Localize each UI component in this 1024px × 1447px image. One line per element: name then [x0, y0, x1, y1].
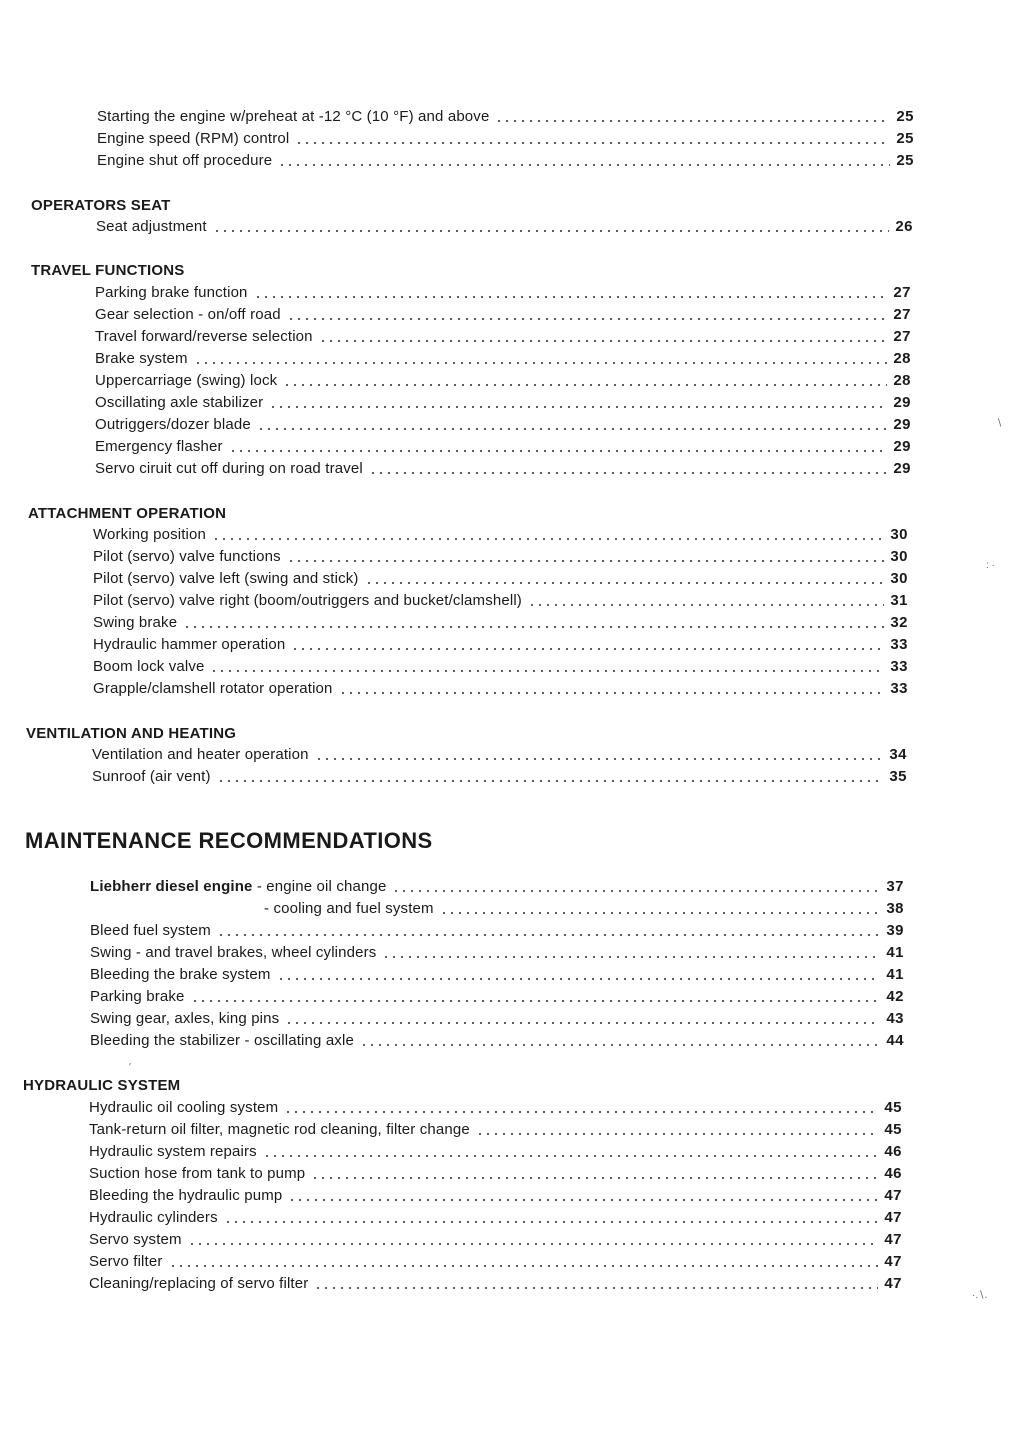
toc-entry[interactable]	[93, 522, 908, 544]
toc-entry[interactable]	[90, 918, 904, 940]
entry-page-number: 35	[889, 768, 907, 785]
dot-leader	[476, 1133, 878, 1135]
dot-leader	[291, 648, 884, 650]
entry-page-number: 31	[890, 592, 908, 609]
entry-label: Suction hose from tank to pump	[89, 1165, 306, 1182]
entry-label: Travel forward/reverse selection	[95, 328, 313, 345]
dot-leader	[224, 1221, 879, 1223]
dot-leader	[210, 670, 884, 672]
entry-page-number: 47	[884, 1275, 902, 1292]
dot-leader	[315, 758, 884, 760]
toc-entry[interactable]	[89, 1139, 902, 1161]
entry-page-number: 38	[886, 900, 904, 917]
dot-leader	[213, 230, 890, 232]
dot-leader	[495, 120, 890, 122]
dot-leader	[440, 912, 881, 914]
entry-page-number: 47	[884, 1231, 902, 1248]
toc-entry[interactable]	[90, 874, 904, 896]
entry-label	[90, 878, 386, 896]
entry-page-number: 47	[884, 1187, 902, 1204]
dot-leader	[277, 978, 881, 980]
entry-label: Parking brake	[90, 988, 185, 1005]
entry-page-number: 27	[893, 306, 911, 323]
entry-page-number: 28	[893, 372, 911, 389]
entry-label: Parking brake function	[95, 284, 248, 301]
toc-entry[interactable]	[95, 434, 911, 456]
section-heading-operators-seat: OPERATORS SEAT	[31, 197, 171, 214]
section-heading-travel-functions: TRAVEL FUNCTIONS	[31, 262, 185, 279]
dot-leader	[288, 1199, 878, 1201]
entry-label: Working position	[93, 526, 207, 543]
section-heading-attachment-operation: ATTACHMENT OPERATION	[28, 505, 227, 522]
entry-page-number: 33	[890, 680, 908, 697]
dot-leader	[278, 164, 890, 166]
scan-artifact-mark: ′	[129, 1062, 131, 1073]
dot-leader	[339, 692, 885, 694]
entry-label: Servo ciruit cut off during on road travel	[95, 460, 363, 477]
toc-entry[interactable]	[96, 214, 913, 236]
dot-leader	[295, 142, 890, 144]
toc-entry[interactable]	[90, 984, 904, 1006]
dot-leader	[263, 1155, 879, 1157]
scan-artifact-mark: ∖	[996, 418, 1003, 429]
toc-entry[interactable]	[92, 764, 907, 786]
scan-artifact-mark: ·.∖.	[972, 1290, 988, 1301]
chapter-heading-maintenance: MAINTENANCE RECOMMENDATIONS	[25, 828, 433, 853]
toc-entry[interactable]	[93, 588, 908, 610]
entry-label: Bleeding the hydraulic pump	[89, 1187, 283, 1204]
entry-label: Hydraulic hammer operation	[93, 636, 286, 653]
dot-leader	[283, 384, 887, 386]
toc-entry[interactable]	[93, 676, 908, 698]
entry-label: Emergency flasher	[95, 438, 223, 455]
dot-leader	[188, 1243, 879, 1245]
dot-leader	[311, 1177, 878, 1179]
entry-label-bold: Liebherr diesel engine	[90, 878, 253, 895]
dot-leader	[369, 472, 887, 474]
entry-page-number: 29	[893, 394, 911, 411]
toc-entry[interactable]	[93, 566, 908, 588]
entry-page-number: 25	[896, 130, 914, 147]
entry-page-number: 30	[890, 526, 908, 543]
dot-leader	[284, 1111, 878, 1113]
entry-page-number: 47	[884, 1209, 902, 1226]
entry-page-number: 29	[893, 460, 911, 477]
dot-leader	[194, 362, 888, 364]
entry-label: Bleed fuel system	[90, 922, 211, 939]
entry-page-number: 27	[893, 328, 911, 345]
entry-label: Bleeding the stabilizer - oscillating axle	[90, 1032, 354, 1049]
toc-entry[interactable]	[93, 544, 908, 566]
entry-page-number: 46	[884, 1165, 902, 1182]
entry-label: - cooling and fuel system	[264, 900, 434, 917]
entry-label: Swing gear, axles, king pins	[90, 1010, 280, 1027]
toc-entry[interactable]	[95, 302, 911, 324]
dot-leader	[285, 1022, 880, 1024]
entry-page-number: 42	[886, 988, 904, 1005]
entry-page-number: 46	[884, 1143, 902, 1160]
entry-page-number: 44	[886, 1032, 904, 1049]
entry-label: Cleaning/replacing of servo filter	[89, 1275, 309, 1292]
toc-entry[interactable]	[92, 742, 907, 764]
entry-label: Ventilation and heater operation	[92, 746, 309, 763]
entry-label: Engine speed (RPM) control	[97, 130, 290, 147]
entry-page-number: 25	[896, 152, 914, 169]
entry-page-number: 43	[886, 1010, 904, 1027]
dot-leader	[191, 1000, 881, 1002]
entry-label: Pilot (servo) valve right (boom/outriggers and bucket/clamshell)	[93, 592, 522, 609]
scan-artifact-mark: : ·	[986, 560, 995, 571]
dot-leader	[287, 318, 888, 320]
toc-entry[interactable]	[95, 368, 911, 390]
toc-entry[interactable]	[90, 962, 904, 984]
toc-entry[interactable]	[95, 324, 911, 346]
entry-label: Grapple/clamshell rotator operation	[93, 680, 333, 697]
entry-label: Hydraulic system repairs	[89, 1143, 257, 1160]
dot-leader	[257, 428, 887, 430]
entry-label: Brake system	[95, 350, 188, 367]
toc-entry[interactable]	[93, 654, 908, 676]
entry-page-number: 37	[886, 878, 904, 895]
dot-leader	[365, 582, 885, 584]
entry-label: Gear selection - on/off road	[95, 306, 281, 323]
toc-entry[interactable]	[97, 148, 914, 170]
entry-page-number: 41	[886, 944, 904, 961]
entry-label-rest: - engine oil change	[252, 878, 387, 895]
entry-page-number: 33	[890, 636, 908, 653]
dot-leader	[212, 538, 884, 540]
dot-leader	[360, 1044, 880, 1046]
toc-entry[interactable]	[90, 1006, 904, 1028]
entry-label: Engine shut off procedure	[97, 152, 273, 169]
entry-page-number: 45	[884, 1121, 902, 1138]
toc-entry[interactable]	[97, 104, 914, 126]
dot-leader	[254, 296, 888, 298]
toc-entry[interactable]	[95, 280, 911, 302]
toc-entry[interactable]	[89, 1095, 902, 1117]
toc-entry[interactable]	[89, 1205, 902, 1227]
dot-leader	[319, 340, 888, 342]
entry-label: Bleeding the brake system	[90, 966, 271, 983]
section-heading-hydraulic-system: HYDRAULIC SYSTEM	[23, 1077, 181, 1094]
dot-leader	[217, 780, 884, 782]
entry-page-number: 30	[890, 570, 908, 587]
entry-label: Boom lock valve	[93, 658, 205, 675]
toc-entry[interactable]	[95, 412, 911, 434]
entry-label: Sunroof (air vent)	[92, 768, 211, 785]
toc-entry[interactable]	[89, 1183, 902, 1205]
entry-page-number: 27	[893, 284, 911, 301]
toc-entry[interactable]	[95, 456, 911, 478]
entry-page-number: 33	[890, 658, 908, 675]
entry-label: Servo system	[89, 1231, 182, 1248]
entry-label: Swing brake	[93, 614, 178, 631]
dot-leader	[314, 1287, 878, 1289]
entry-label: Outriggers/dozer blade	[95, 416, 251, 433]
dot-leader	[528, 604, 884, 606]
dot-leader	[169, 1265, 879, 1267]
entry-label: Starting the engine w/preheat at -12 °C (10 °F) and above	[97, 108, 490, 125]
entry-page-number: 41	[886, 966, 904, 983]
entry-label: Servo filter	[89, 1253, 163, 1270]
entry-page-number: 29	[893, 438, 911, 455]
toc-entry[interactable]	[89, 1249, 902, 1271]
entry-label: Uppercarriage (swing) lock	[95, 372, 278, 389]
entry-page-number: 30	[890, 548, 908, 565]
entry-page-number: 47	[884, 1253, 902, 1270]
toc-entry[interactable]	[90, 1028, 904, 1050]
toc-entry[interactable]	[95, 346, 911, 368]
entry-page-number: 26	[895, 218, 913, 235]
entry-page-number: 25	[896, 108, 914, 125]
dot-leader	[217, 934, 880, 936]
toc-entry[interactable]	[93, 610, 908, 632]
toc-entry[interactable]	[95, 390, 911, 412]
entry-page-number: 45	[884, 1099, 902, 1116]
dot-leader	[287, 560, 885, 562]
entry-label: Pilot (servo) valve left (swing and stick)	[93, 570, 359, 587]
toc-entry[interactable]	[264, 896, 904, 918]
entry-label: Seat adjustment	[96, 218, 207, 235]
toc-entry[interactable]	[90, 940, 904, 962]
entry-label: Swing - and travel brakes, wheel cylinders	[90, 944, 377, 961]
entry-label: Hydraulic cylinders	[89, 1209, 218, 1226]
entry-page-number: 32	[890, 614, 908, 631]
toc-entry[interactable]	[89, 1271, 902, 1293]
entry-label: Oscillating axle stabilizer	[95, 394, 264, 411]
section-heading-ventilation-heating: VENTILATION AND HEATING	[26, 725, 237, 742]
dot-leader	[229, 450, 888, 452]
toc-entry[interactable]	[89, 1227, 902, 1249]
toc-entry[interactable]	[89, 1117, 902, 1139]
entry-page-number: 39	[886, 922, 904, 939]
entry-page-number: 28	[893, 350, 911, 367]
dot-leader	[269, 406, 887, 408]
dot-leader	[392, 890, 880, 892]
entry-page-number: 34	[889, 746, 907, 763]
dot-leader	[382, 956, 880, 958]
toc-entry[interactable]	[97, 126, 914, 148]
entry-page-number: 29	[893, 416, 911, 433]
entry-label: Hydraulic oil cooling system	[89, 1099, 279, 1116]
entry-label: Pilot (servo) valve functions	[93, 548, 281, 565]
toc-entry[interactable]	[93, 632, 908, 654]
toc-entry[interactable]	[89, 1161, 902, 1183]
entry-label: Tank-return oil filter, magnetic rod cleaning, filter change	[89, 1121, 470, 1138]
dot-leader	[183, 626, 884, 628]
